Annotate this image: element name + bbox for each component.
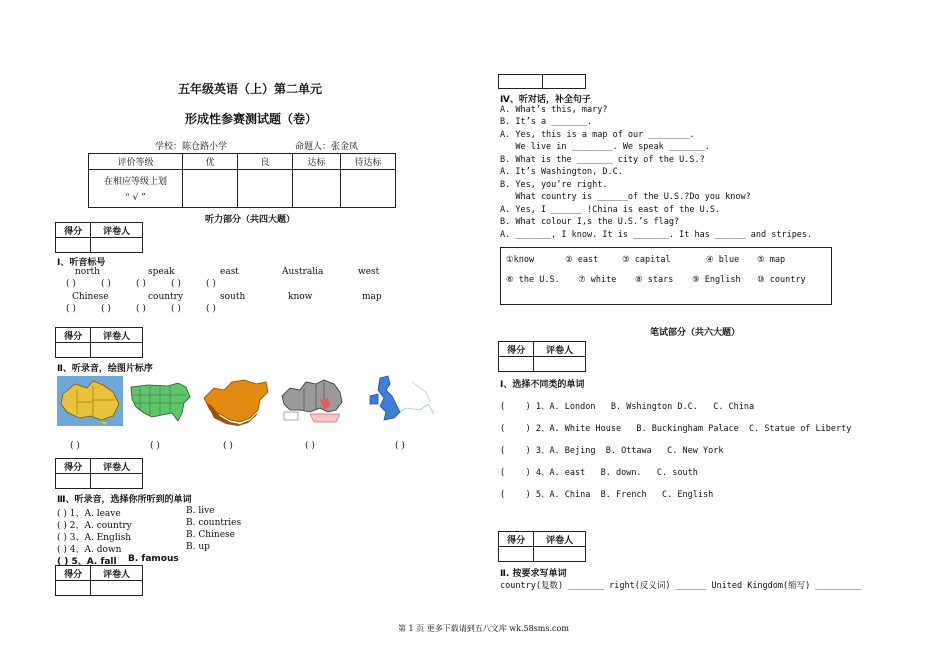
word-speak: speak <box>148 267 175 277</box>
score-label: 得分 <box>499 342 534 357</box>
score-label: 得分 <box>499 532 534 547</box>
word-bank-item: ③ capital <box>622 255 671 265</box>
answer-paren[interactable]: ( ) <box>101 304 111 314</box>
writing-section-1-title: Ⅰ、选择不同类的单词 <box>500 380 585 390</box>
word-bank-item: ⑩ country <box>757 275 806 285</box>
odd-one-out-item[interactable]: ( ) 1、A. London B. Wshington D.C. C. China <box>500 402 755 412</box>
marker-cell[interactable] <box>534 547 586 562</box>
score-label: 得分 <box>56 566 91 581</box>
grade-row-label <box>89 170 183 208</box>
grade-cell[interactable] <box>183 170 238 208</box>
author-name: 命题人：张金凤 <box>295 142 359 152</box>
writing-section-title: 笔试部分（共六大题） <box>650 328 741 338</box>
marker-label: 评卷人 <box>91 566 143 581</box>
picture-answer-paren[interactable]: ( ) <box>395 441 405 451</box>
answer-paren[interactable]: ( ) <box>136 304 146 314</box>
choice-b[interactable]: B. famous <box>128 554 179 564</box>
choice-item[interactable]: ( ) 4、A. down <box>57 545 122 555</box>
answer-paren[interactable]: ( ) <box>171 279 181 289</box>
picture-answer-paren[interactable]: ( ) <box>70 441 80 451</box>
score-cell[interactable] <box>499 357 534 372</box>
marker-label: 评卷人 <box>91 223 143 238</box>
dialog-line[interactable]: A. Yes, this is a map of our ________. <box>500 130 695 140</box>
answer-paren[interactable]: ( ) <box>171 304 181 314</box>
word-north: north <box>75 267 100 277</box>
dialog-line[interactable]: B. What is the _______ city of the U.S.? <box>500 155 705 165</box>
marker-label: 评卷人 <box>534 342 586 357</box>
section-2-title: Ⅱ、听录音，绘图片标序 <box>57 364 153 374</box>
marker-label: 评卷人 <box>91 459 143 474</box>
dialog-line[interactable]: B. It’s a _______. <box>500 117 593 127</box>
answer-paren[interactable]: ( ) <box>66 279 76 289</box>
dialog-line[interactable]: We live in ________. We speak _______. <box>500 142 710 152</box>
word-australia: Australia <box>282 267 324 277</box>
score-box-top <box>498 74 586 89</box>
marker-label: 评卷人 <box>534 532 586 547</box>
word-bank-item: ② east <box>565 255 599 265</box>
choice-item[interactable]: ( ) 3、A. English <box>57 533 131 543</box>
listening-section-title: 听力部分（共四大题） <box>205 215 296 225</box>
canada-map-image <box>280 376 346 426</box>
exam-title: 五年级英语（上）第二单元 <box>178 82 323 96</box>
marker-cell[interactable] <box>534 357 586 372</box>
word-west: west <box>358 267 380 277</box>
picture-answer-paren[interactable]: ( ) <box>305 441 315 451</box>
grade-row-label-line1: 在相应等级上划 <box>104 177 168 187</box>
uk-map-image <box>366 374 436 428</box>
section-3-title: Ⅲ、听录音，选择你所听到的单词 <box>57 495 192 505</box>
choice-b[interactable]: B. Chinese <box>186 530 235 540</box>
usa-map-image <box>128 377 192 425</box>
word-chinese: Chinese <box>72 292 109 302</box>
answer-paren[interactable]: ( ) <box>206 279 216 289</box>
word-bank-item: ④ blue <box>706 255 740 265</box>
grade-header: 良 <box>237 154 292 170</box>
answer-paren[interactable]: ( ) <box>136 279 146 289</box>
china-map-image <box>200 376 270 426</box>
score-cell[interactable] <box>56 238 91 253</box>
choice-item[interactable]: ( ) 5、A. fall <box>57 557 117 567</box>
marker-cell[interactable] <box>91 238 143 253</box>
section-4-title: Ⅳ、听对话，补全句子 <box>500 95 591 105</box>
grade-header: 达标 <box>292 154 340 170</box>
word-know: know <box>288 292 313 302</box>
picture-answer-paren[interactable]: ( ) <box>150 441 160 451</box>
dialog-line: A. It’s Washington, D.C. <box>500 167 623 177</box>
word-bank-item: ⑧ stars <box>635 275 674 285</box>
choice-b[interactable]: B. countries <box>186 518 242 528</box>
word-bank-item: ⑦ white <box>578 275 617 285</box>
dialog-line[interactable]: A. Yes, I ______ !China is east of the U.S. <box>500 205 721 215</box>
score-cell[interactable] <box>56 581 91 596</box>
marker-cell[interactable] <box>91 343 143 358</box>
dialog-line[interactable]: A. _______, I know. It is _______. It has ______ and stripes. <box>500 230 813 240</box>
dialog-line: B. What colour I,s the U.S.’s flag? <box>500 217 680 227</box>
word-bank-item: ①know <box>506 255 535 265</box>
word-map: map <box>362 292 382 302</box>
score-box <box>498 531 586 562</box>
answer-paren[interactable]: ( ) <box>66 304 76 314</box>
word-east: east <box>220 267 239 277</box>
word-south: south <box>220 292 246 302</box>
choice-item[interactable]: ( ) 2、A. country <box>57 521 132 531</box>
score-label: 得分 <box>56 223 91 238</box>
odd-one-out-item[interactable]: ( ) 5、A. China B. French C. English <box>500 490 714 500</box>
choice-b[interactable]: B. up <box>186 542 210 552</box>
choice-item[interactable]: ( ) 1、A. leave <box>57 509 121 519</box>
word-bank-item: ⑤ map <box>757 255 786 265</box>
australia-map-image <box>57 376 123 426</box>
school-name: 学校：陈仓路小学 <box>155 142 228 152</box>
score-cell[interactable] <box>56 343 91 358</box>
score-box <box>55 327 143 358</box>
marker-cell[interactable] <box>91 474 143 489</box>
grade-cell[interactable] <box>237 170 292 208</box>
score-box <box>55 222 143 253</box>
grade-header: 待达标 <box>341 154 396 170</box>
score-cell[interactable] <box>499 75 543 89</box>
grade-cell[interactable] <box>292 170 340 208</box>
score-label: 得分 <box>56 328 91 343</box>
odd-one-out-item[interactable]: ( ) 2、A. White House B. Buckingham Palace C. Statue of Liberty <box>500 424 852 434</box>
odd-one-out-item[interactable]: ( ) 4、A. east B. down. C. south <box>500 468 698 478</box>
word-bank-item: ⑥ the U.S. <box>506 275 560 285</box>
dialog-line: A. What’s this, mary? <box>500 105 608 115</box>
page-footer: 第 1 页 更多下载请到五八文库 wk.58sms.com <box>398 624 569 633</box>
answer-paren[interactable]: ( ) <box>101 279 111 289</box>
marker-label: 评卷人 <box>91 328 143 343</box>
score-box <box>55 458 143 489</box>
grade-header: 评价等级 <box>89 154 183 170</box>
dialog-line: B. Yes, you’re right. <box>500 180 608 190</box>
grade-cell[interactable] <box>341 170 396 208</box>
marker-cell[interactable] <box>91 581 143 596</box>
score-cell[interactable] <box>499 547 534 562</box>
score-cell[interactable] <box>56 474 91 489</box>
grade-table <box>88 153 396 208</box>
dialog-line[interactable]: What country is ______of the U.S.?Do you know? <box>500 192 751 202</box>
word-country: country <box>148 292 184 302</box>
odd-one-out-item[interactable]: ( ) 3、A. Bejing B. Ottawa C. New York <box>500 446 724 456</box>
section-1-title: Ⅰ、听音标号 <box>57 258 106 268</box>
write-words-line[interactable]: country(复数) _______ right(反义词) ______ United Kingdom(缩写) _________ <box>500 581 862 591</box>
answer-paren[interactable]: ( ) <box>206 304 216 314</box>
grade-row-label-line2: “ √ ” <box>125 193 146 203</box>
score-label: 得分 <box>56 459 91 474</box>
grade-header: 优 <box>183 154 238 170</box>
word-bank-item: ⑨ English <box>692 275 741 285</box>
marker-cell[interactable] <box>542 75 586 89</box>
picture-answer-paren[interactable]: ( ) <box>223 441 233 451</box>
score-box <box>498 341 586 372</box>
exam-subtitle: 形成性参赛测试题（卷） <box>185 112 318 126</box>
choice-b[interactable]: B. live <box>186 506 215 516</box>
writing-section-2-title: Ⅱ. 按要求写单词 <box>500 569 567 579</box>
score-box <box>55 565 143 596</box>
